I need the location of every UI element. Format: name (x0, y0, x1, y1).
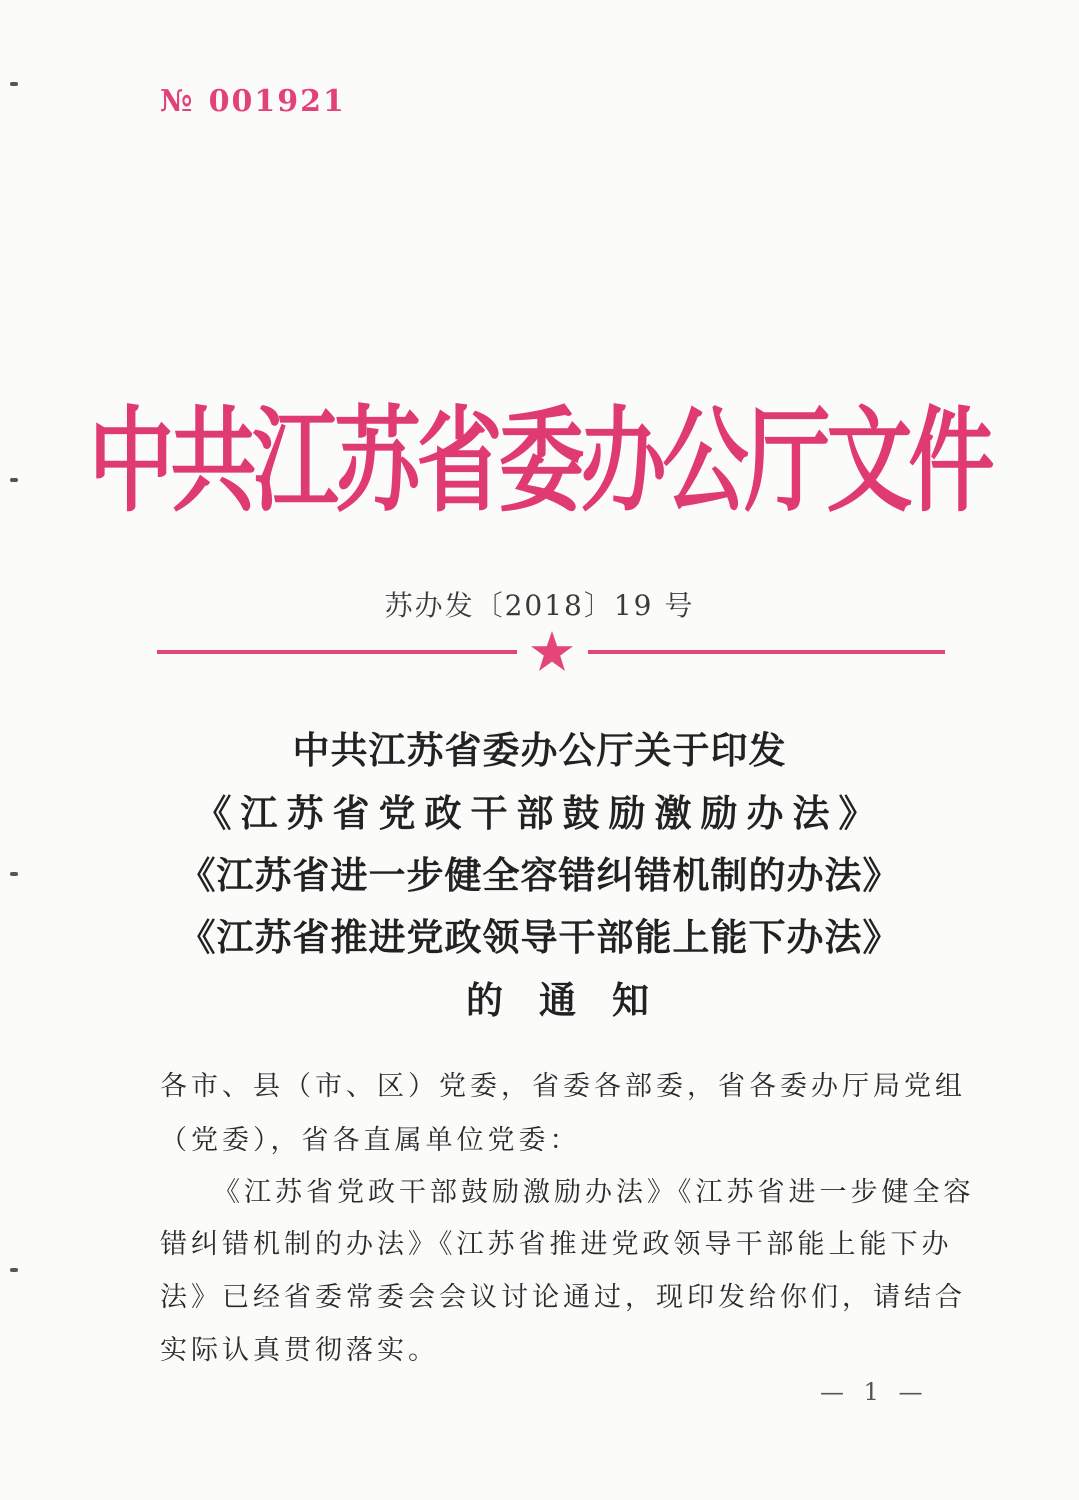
binding-hole-mark (10, 82, 18, 86)
notice-title-line-4: 《江苏省推进党政领导干部能上能下办法》 (178, 915, 901, 959)
recipients-line-2: （党委），省各直属单位党委： (160, 1125, 581, 1156)
body-paragraph-line-4: 实际认真贯彻落实。 (160, 1335, 439, 1366)
recipients-line-1: 各市、县（市、区）党委，省委各部委，省各委办厅局党组 (160, 1071, 966, 1102)
notice-title-line-3: 《江苏省进一步健全容错纠错机制的办法》 (178, 853, 901, 897)
notice-title-line-5: 的通知 (466, 978, 685, 1022)
serial-value: 001921 (208, 84, 346, 119)
body-paragraph-line-3: 法》已经省委常委会会议讨论通过，现印发给你们，请结合 (160, 1282, 966, 1313)
body-paragraph-line-2: 错纠错机制的办法》《江苏省推进党政领导干部能上能下办 (160, 1229, 953, 1260)
serial-number (160, 84, 346, 119)
masthead-title: 中共江苏省委办公厅文件 (88, 396, 991, 529)
page-number: — 1 — (820, 1378, 929, 1406)
red-rule-left (157, 650, 517, 654)
body-paragraph-line-1: 《江苏省党政干部鼓励激励办法》《江苏省进一步健全容 (213, 1177, 975, 1208)
document-number: 苏办发〔2018〕19 号 (384, 589, 695, 622)
binding-hole-mark (10, 1268, 18, 1272)
notice-title-line-2: 《江苏省党政干部鼓励激励办法》 (194, 791, 885, 835)
red-rule-right (588, 650, 945, 654)
star-icon (530, 630, 574, 674)
notice-title-line-1: 中共江苏省委办公厅关于印发 (292, 728, 787, 772)
serial-label: № (160, 84, 195, 119)
